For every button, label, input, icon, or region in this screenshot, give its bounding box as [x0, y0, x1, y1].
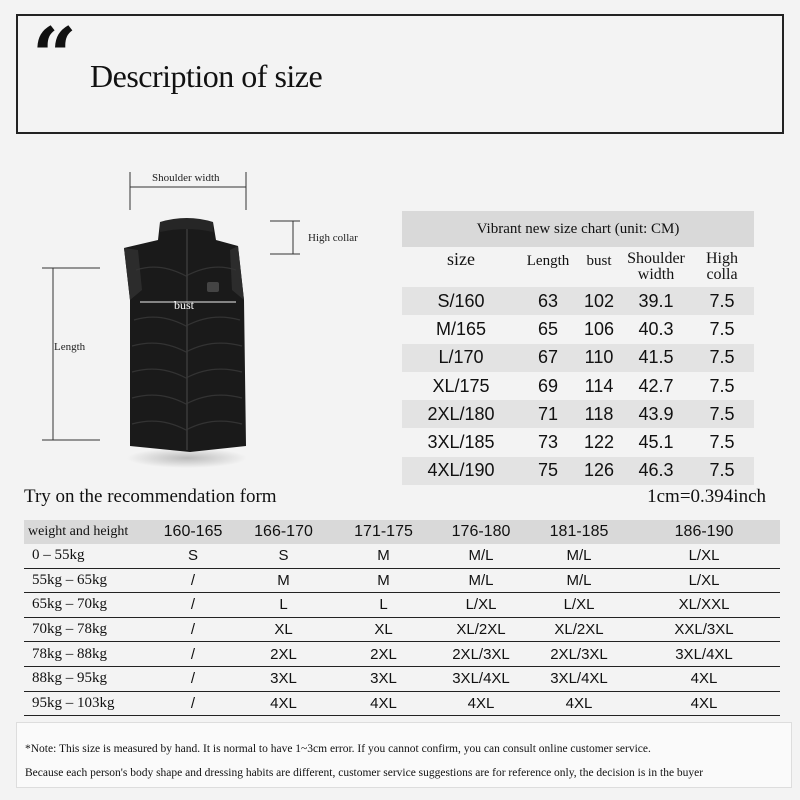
vest-diagram [0, 150, 400, 480]
size-chart-row [402, 344, 754, 372]
recommendation-cell: 70kg – 78kg [32, 621, 107, 638]
size-chart-cell-size: 2XL/180 [427, 403, 495, 424]
header-box [16, 11, 784, 134]
recommendation-cell: M [277, 571, 290, 589]
note-line-1: *Note: This size is measured by hand. It is normal to have 1~3cm error. If you cannot confirm, you can consult online customer service. [25, 743, 651, 755]
recommendation-cell: / [190, 596, 196, 614]
recommendation-row [24, 642, 780, 667]
size-chart-cell-bust: 106 [583, 318, 615, 339]
size-chart-cell-shoulder: 43.9 [638, 403, 674, 424]
recommendation-cell: 4XL [690, 694, 718, 712]
size-chart-cell-shoulder: 40.3 [638, 318, 674, 339]
size-chart-header [402, 247, 754, 287]
recommendation-cell: / [190, 694, 196, 712]
notes-box [16, 722, 792, 788]
recommendation-cell: 4XL [370, 694, 397, 712]
size-chart-cell-length: 73 [537, 432, 559, 453]
shoulder-width-label: Shoulder width [152, 172, 220, 184]
size-chart-cell-shoulder: 46.3 [638, 460, 674, 481]
size-chart-cell-bust: 114 [584, 375, 614, 396]
size-chart-rows [402, 287, 754, 485]
header-shoulder-line1: Shoulder [627, 250, 685, 267]
recommendation-cell: L/XL [688, 571, 720, 589]
recommendation-rows [24, 544, 780, 716]
size-chart-title: Vibrant new size chart (unit: CM) [402, 211, 754, 247]
recommendation-cell: L/XL [563, 596, 595, 614]
size-chart [402, 211, 754, 485]
recommendation-cell: 2XL [270, 645, 297, 663]
recommendation-cell: L/XL [688, 547, 720, 565]
size-chart-cell-collar: 7.5 [709, 375, 735, 396]
recommendation-cell: M [377, 547, 390, 565]
recommendation-row [24, 692, 780, 717]
header-bust: bust [586, 253, 612, 269]
header-shoulder [622, 251, 690, 283]
size-chart-cell-length: 75 [537, 460, 559, 481]
size-chart-cell-size: XL/175 [432, 375, 490, 396]
size-chart-cell-size: M/165 [435, 318, 487, 339]
recommendation-header-cell: 176-180 [451, 523, 511, 540]
recommendation-cell: / [190, 621, 196, 639]
recommendation-cell: 3XL/4XL [675, 645, 733, 663]
size-chart-cell-bust: 102 [583, 290, 615, 311]
size-chart-cell-shoulder: 45.1 [638, 432, 674, 453]
size-chart-cell-shoulder: 42.7 [638, 375, 674, 396]
recommendation-cell: M/L [566, 547, 592, 565]
quote-mark-icon: “ [32, 11, 77, 102]
size-chart-row [402, 372, 754, 400]
recommendation-cell: L [379, 596, 388, 614]
header-collar [690, 251, 754, 283]
size-chart-cell-shoulder: 39.1 [638, 290, 674, 311]
size-chart-cell-collar: 7.5 [709, 290, 735, 311]
recommendation-cell: L/XL [465, 596, 497, 614]
size-chart-cell-length: 67 [537, 347, 559, 368]
size-chart-cell-bust: 122 [583, 432, 615, 453]
recommendation-cell: XL/2XL [554, 621, 604, 639]
recommendation-cell: 2XL/3XL [550, 645, 608, 663]
recommendation-header [24, 520, 780, 544]
recommendation-row [24, 593, 780, 618]
recommendation-cell: 3XL [370, 670, 397, 688]
recommendation-header-cell: 160-165 [163, 523, 223, 540]
size-chart-cell-size: L/170 [438, 347, 484, 368]
size-chart-cell-size: S/160 [437, 290, 485, 311]
recommendation-cell: 2XL/3XL [452, 645, 510, 663]
recommendation-cell: / [190, 571, 196, 589]
header-size: size [447, 249, 475, 269]
recommendation-cell: L [279, 596, 288, 614]
size-chart-cell-collar: 7.5 [709, 318, 735, 339]
recommendation-cell: 55kg – 65kg [32, 571, 107, 588]
recommendation-row [24, 618, 780, 643]
recommendation-cell: 88kg – 95kg [32, 670, 107, 687]
size-chart-cell-size: 4XL/190 [427, 460, 495, 481]
recommendation-cell: 4XL [270, 694, 297, 712]
recommendation-row [24, 667, 780, 692]
size-chart-cell-size: 3XL/185 [427, 432, 495, 453]
recommendation-row [24, 569, 780, 594]
recommendation-cell: M [377, 571, 390, 589]
recommendation-header-cell: weight and height [28, 524, 129, 539]
size-chart-row [402, 457, 754, 485]
size-chart-cell-collar: 7.5 [709, 460, 735, 481]
recommendation-cell: M/L [566, 571, 592, 589]
recommendation-cell: 3XL/4XL [452, 670, 510, 688]
size-chart-cell-collar: 7.5 [709, 347, 735, 368]
recommendation-cell: 0 – 55kg [32, 547, 85, 564]
recommendation-cell: XL/2XL [456, 621, 506, 639]
size-chart-cell-bust: 110 [584, 347, 614, 368]
unit-conversion: 1cm=0.394inch [647, 486, 766, 507]
size-chart-cell-bust: 118 [584, 403, 614, 424]
recommendation-cell: 4XL [467, 694, 495, 712]
recommendation-header-cell: 166-170 [254, 523, 313, 540]
high-collar-label: High collar [308, 232, 358, 244]
recommendation-row [24, 544, 780, 569]
bust-label: bust [174, 298, 195, 312]
size-chart-cell-collar: 7.5 [709, 403, 735, 424]
header-shoulder-line2: width [637, 266, 675, 283]
size-chart-cell-shoulder: 41.5 [638, 347, 674, 368]
size-chart-cell-length: 65 [537, 318, 559, 339]
recommendation-cell: M/L [468, 571, 494, 589]
recommendation-cell: S [187, 547, 198, 565]
recommendation-cell: 78kg – 88kg [32, 645, 107, 662]
recommendation-cell: 65kg – 70kg [32, 596, 107, 613]
recommendation-cell: 95kg – 103kg [32, 694, 115, 711]
recommendation-cell: 3XL/4XL [550, 670, 608, 688]
recommendation-header-cell: 171-175 [354, 523, 413, 540]
size-chart-cell-bust: 126 [583, 460, 615, 481]
size-chart-row [402, 315, 754, 343]
header-collar-line1: High [706, 250, 738, 267]
length-label: Length [54, 341, 86, 353]
recommendation-cell: / [190, 670, 196, 688]
recommendation-cell: S [278, 547, 289, 565]
note-line-2: Because each person's body shape and dressing habits are different, customer service suggestions are for reference only, the decision is in the buyer [25, 767, 704, 779]
recommendation-cell: / [190, 645, 196, 663]
recommendation-cell: 2XL [370, 645, 397, 663]
vest-illustration [0, 150, 400, 480]
recommendation-table [24, 520, 780, 716]
header-length: Length [526, 253, 570, 269]
size-chart-cell-collar: 7.5 [709, 432, 735, 453]
size-chart-row [402, 400, 754, 428]
recommendation-cell: XL [374, 621, 393, 639]
recommendation-cell: M/L [468, 547, 494, 565]
recommendation-cell: XL [274, 621, 293, 639]
recommendation-cell: 3XL [270, 670, 297, 688]
page-title: Description of size [90, 58, 323, 94]
size-chart-row [402, 287, 754, 315]
size-chart-cell-length: 63 [537, 290, 559, 311]
size-chart-row [402, 428, 754, 456]
recommendation-cell: XXL/3XL [674, 621, 734, 639]
size-chart-cell-length: 69 [537, 375, 559, 396]
recommendation-cell: XL/XXL [678, 596, 730, 614]
recommendation-cell: 4XL [565, 694, 593, 712]
size-chart-cell-length: 71 [537, 403, 559, 424]
recommendation-cell: 4XL [690, 670, 718, 688]
recommendation-title: Try on the recommendation form [24, 486, 277, 507]
recommendation-header-cell: 186-190 [674, 523, 734, 540]
header-collar-line2: colla [706, 266, 738, 283]
recommendation-header-cell: 181-185 [549, 523, 609, 540]
